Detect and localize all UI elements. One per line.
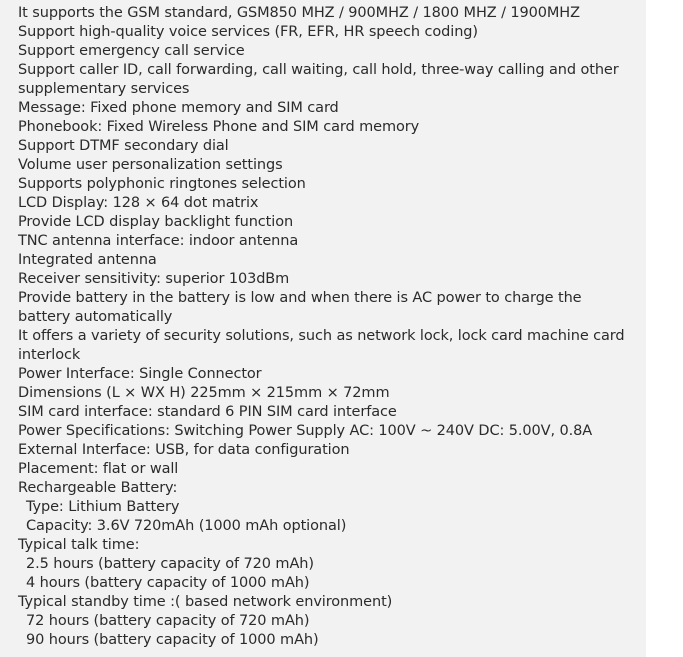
spec-line: TNC antenna interface: indoor antenna (18, 233, 299, 249)
spec-line: Support emergency call service (18, 43, 245, 59)
spec-line: Support caller ID, call forwarding, call waiting, call hold, three-way calling and other supplementary services (18, 62, 619, 97)
spec-line: Dimensions (L × WX H) 225mm × 215mm × 72mm (18, 385, 390, 401)
spec-line: Supports polyphonic ringtones selection (18, 176, 306, 192)
spec-line: SIM card interface: standard 6 PIN SIM card interface (18, 404, 397, 420)
spec-line: Placement: flat or wall (18, 461, 179, 477)
spec-line: 72 hours (battery capacity of 720 mAh) (26, 613, 310, 629)
spec-line: Support DTMF secondary dial (18, 138, 229, 154)
spec-line: Receiver sensitivity: superior 103dBm (18, 271, 290, 287)
spec-line: Rechargeable Battery: (18, 480, 178, 496)
spec-line: Message: Fixed phone memory and SIM card (18, 100, 339, 116)
spec-line: LCD Display: 128 × 64 dot matrix (18, 195, 259, 211)
spec-line: 90 hours (battery capacity of 1000 mAh) (26, 632, 319, 648)
spec-line: Capacity: 3.6V 720mAh (1000 mAh optional) (26, 518, 347, 534)
spec-line: Phonebook: Fixed Wireless Phone and SIM card memory (18, 119, 420, 135)
spec-line: Typical standby time :( based network environment) (18, 594, 393, 610)
spec-line: Typical talk time: (18, 537, 140, 553)
spec-line: Power Interface: Single Connector (18, 366, 262, 382)
spec-line: Integrated antenna (18, 252, 157, 268)
spec-line: Type: Lithium Battery (26, 499, 180, 515)
spec-line: Volume user personalization settings (18, 157, 283, 173)
spec-line: Provide LCD display backlight function (18, 214, 294, 230)
spec-line: 4 hours (battery capacity of 1000 mAh) (26, 575, 310, 591)
spec-line: It offers a variety of security solutions, such as network lock, lock card machine card interlock (18, 328, 625, 363)
spec-line: External Interface: USB, for data configuration (18, 442, 350, 458)
spec-line: Power Specifications: Switching Power Supply AC: 100V ~ 240V DC: 5.00V, 0.8A (18, 423, 593, 439)
spec-line: Provide battery in the battery is low and when there is AC power to charge the battery automatically (18, 290, 582, 325)
spec-line: Support high-quality voice services (FR, EFR, HR speech coding) (18, 24, 478, 40)
spec-line: 2.5 hours (battery capacity of 720 mAh) (26, 556, 314, 572)
spec-line: It supports the GSM standard, GSM850 MHZ / 900MHZ / 1800 MHZ / 1900MHZ (18, 5, 580, 21)
